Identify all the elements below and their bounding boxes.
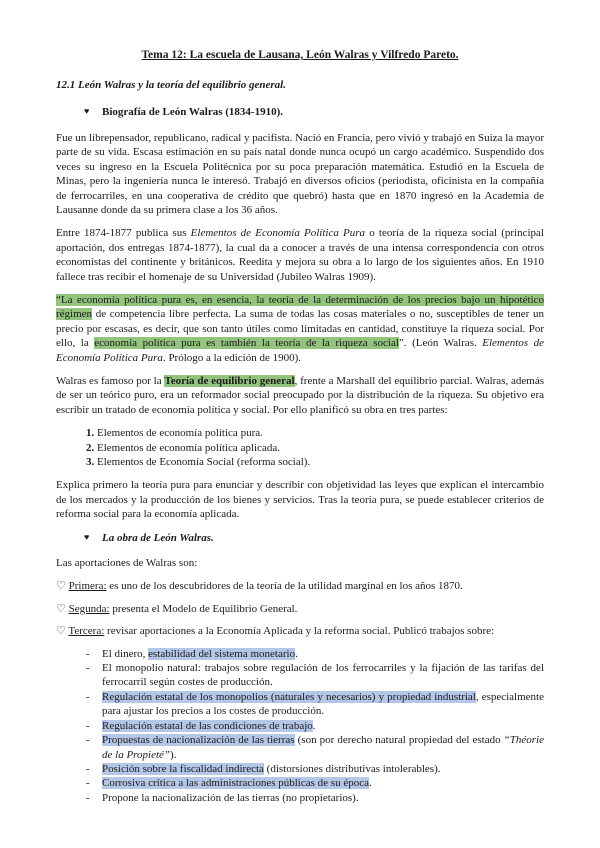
paragraph-elementos: Entre 1874-1877 publica sus Elementos de Economía Política Pura o teoría de la riqueza social (principal aportación, dos entregas 1874-1877), la cual da a conocer a través de una intensa correspondencia con otros economistas del continente y británicos. Reedita y mejora su obra a lo largo de los siguientes años. En 1910 fallece tras recibir el homenaje de su Universidad (Jubileo Walras 1909). xyxy=(56,227,544,283)
list-item-text: Propone la nacionalización de las tierras (no propietarios). xyxy=(102,791,359,804)
heart-bullet-icon: ♥ xyxy=(84,106,90,117)
dash-bullet-icon: - xyxy=(86,734,90,747)
dash-bullet-icon: - xyxy=(86,690,90,703)
dash-bullet-icon: - xyxy=(86,791,90,804)
dash-bullet-icon: - xyxy=(86,762,90,775)
section-heading: 12.1 León Walras y la teoría del equilibrio general. xyxy=(56,79,286,92)
heart-item-tercera: ♡ Tercera: revisar aportaciones a la Economía Aplicada y la reforma social. Publicó trabajos sobre: xyxy=(56,625,495,638)
list-item xyxy=(86,647,544,661)
list-item xyxy=(86,690,544,719)
biografia-heading-text: Biografía de León Walras (1834-1910). xyxy=(102,106,283,119)
dash-list xyxy=(56,647,544,805)
obra-bullet-heading xyxy=(84,531,544,545)
list-item xyxy=(86,661,544,690)
list-item-text: El monopolio natural: trabajos sobre regulación de los ferrocarriles y la fijación de las tarifas del ferrocarril según costes de producción. xyxy=(102,662,544,689)
paragraph-explica: Explica primero la teoría pura para enunciar y describir con objetividad las leyes que explican el intercambio de los mercados y la producción de los bienes y servicios. Tras la teoría pura, se puede establecer criterios de reforma social para la economía aplicada. xyxy=(56,479,544,521)
heart-item-primera: ♡ Primera: es uno de los descubridores de la teoría de la utilidad marginal en los años 1870. xyxy=(56,580,463,593)
list-item-text: Posición sobre la fiscalidad indirecta (distorsiones distributivas intolerables). xyxy=(102,762,441,775)
list-item xyxy=(86,719,544,733)
list-item xyxy=(86,762,544,776)
list-item xyxy=(86,791,544,805)
dash-bullet-icon: - xyxy=(86,719,90,732)
list-item-text: Corrosiva crítica a las administraciones públicas de su época. xyxy=(102,777,372,790)
dash-bullet-icon: - xyxy=(86,777,90,790)
numbered-item: 2. Elementos de economía política aplicada. xyxy=(86,441,280,454)
list-item-text: El dinero, estabilidad del sistema monetario. xyxy=(102,647,298,660)
paragraph-biography: Fue un librepensador, republicano, radical y pacifista. Nació en Francia, pero vivió y trabajó en Suiza la mayor parte de su vida. Escasa estimación en su país natal donde nunca ocupó un cargo académico. Suspendido dos veces su ingreso en la Escuela Politécnica por su poca preparación matemática. Estudió en la Escuela de Minas, pero la ingeniería nunca le interesó. Trabajó en diversos oficios (periodista, oficinista en la compañía de ferrocarriles, en una cooperativa de crédito que quebró) hasta que en 1870 ingresó en la Academia de Lausanne donde da su primera clase a los 36 años. xyxy=(56,131,544,216)
numbered-item: 1. Elementos de economía política pura. xyxy=(86,427,263,440)
obra-heading-text: La obra de León Walras. xyxy=(102,531,214,544)
biografia-bullet-heading xyxy=(84,105,544,119)
paragraph-aportaciones-intro: Las aportaciones de Walras son: xyxy=(56,557,198,570)
page-title: Tema 12: La escuela de Lausana, León Walras y Vilfredo Pareto. xyxy=(141,49,459,61)
list-item-text: Regulación estatal de los monopolios (naturales y necesarios) y propiedad industrial, especialmente para ajustar los precios a los costes de producción. xyxy=(102,690,544,718)
list-item-text: Propuestas de nacionalización de las tierras (son por derecho natural propiedad del estado “Théorie de la Propieté”). xyxy=(102,734,544,761)
numbered-list xyxy=(56,426,544,469)
heart-bullet-icon: ♥ xyxy=(84,531,90,542)
dash-bullet-icon: - xyxy=(86,647,90,660)
paragraph-quote: “La economía política pura es, en esencia, la teoría de la determinación de los precios bajo un hipotético régimen de competencia libre perfecta. La suma de todas las cosas materiales o no, susceptibles de tener un precio por escasas, es decir, que son tanto útiles como limitadas en cantidad, constituye la riqueza social. Por ello, la economía política pura es también la teoría de la riqueza social”. (León Walras. Elementos de Economía Política Pura. Prólogo a la edición de 1900). xyxy=(56,293,545,364)
list-item xyxy=(86,733,544,762)
numbered-item: 3. Elementos de Economía Social (reforma social). xyxy=(86,456,311,468)
paragraph-equilibrio-general: Walras es famoso por la Teoría de equilibrio general, frente a Marshall del equilibrio parcial. Walras, además de ser un teórico puro, era un reformador social preocupado por la distribución de la riqueza. Su objetivo era escribir un tratado de economía política y social. Por ello planificó su obra en tres partes: xyxy=(56,374,545,416)
list-item xyxy=(86,776,544,790)
heart-item-segunda: ♡ Segunda: presenta el Modelo de Equilibrio General. xyxy=(56,602,298,615)
dash-bullet-icon: - xyxy=(86,662,90,675)
list-item-text: Regulación estatal de las condiciones de trabajo. xyxy=(102,719,316,732)
